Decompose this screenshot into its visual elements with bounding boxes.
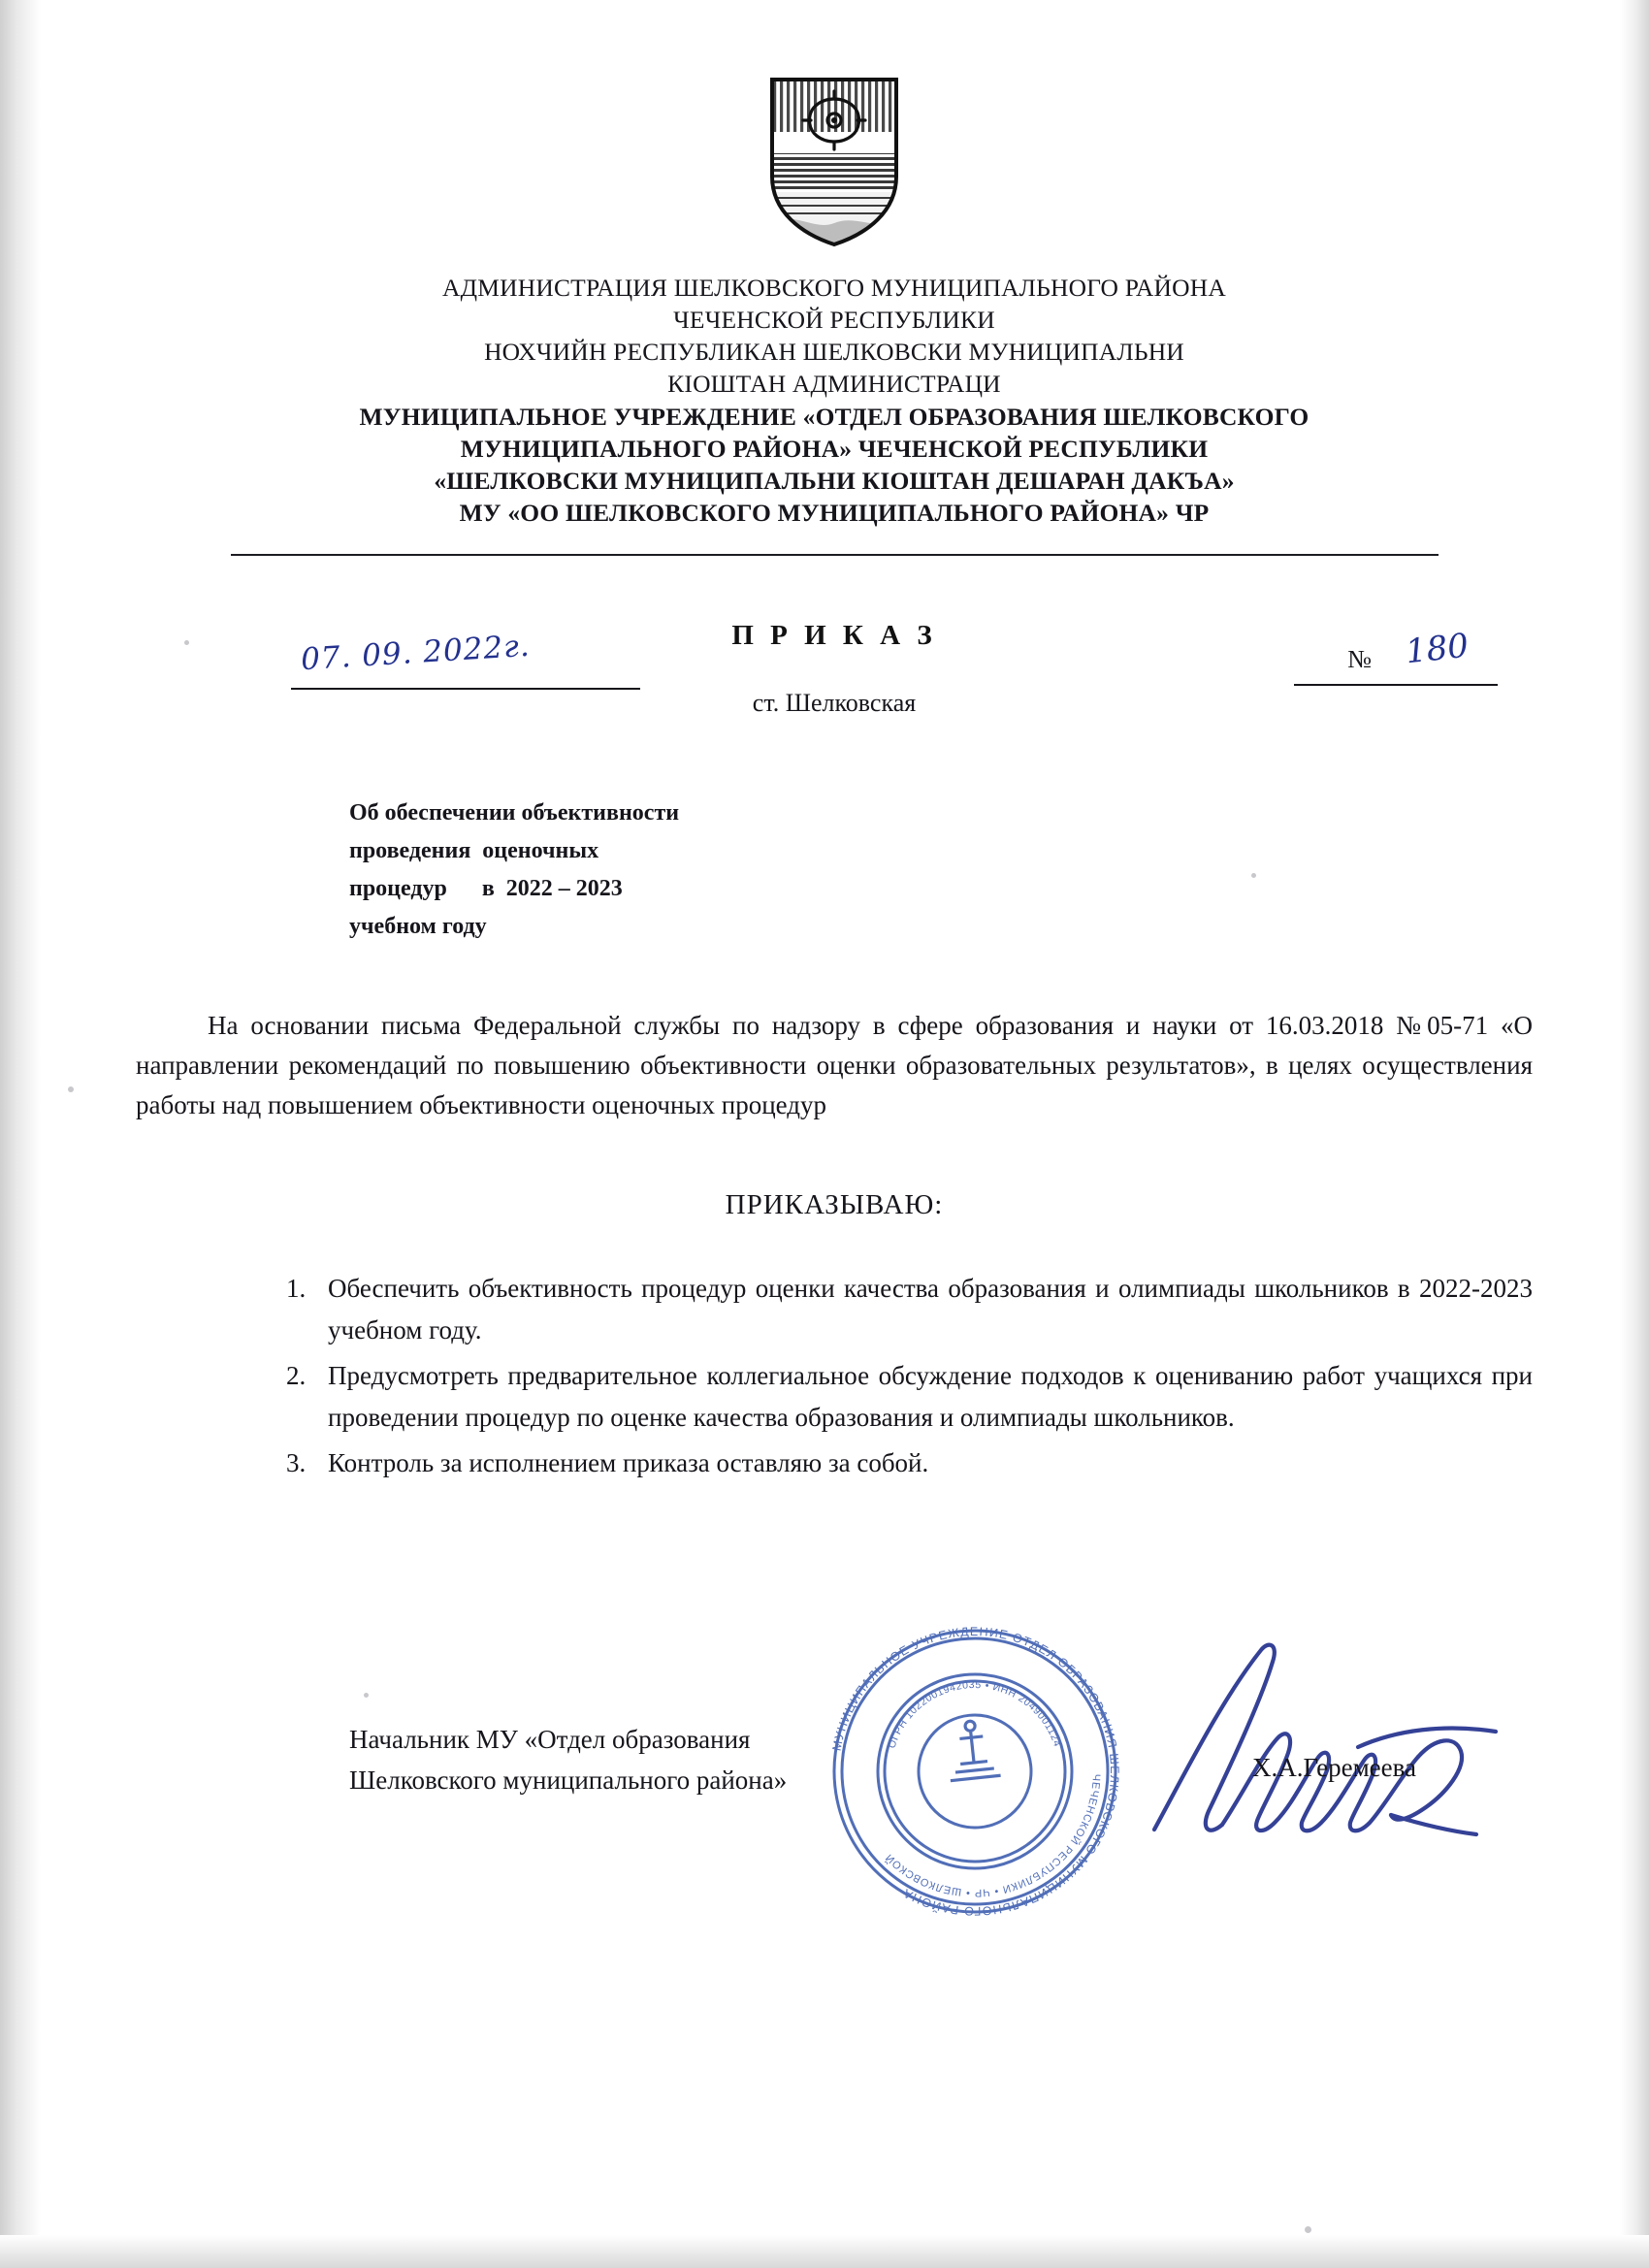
scan-speck [1305, 2226, 1311, 2233]
header-divider [231, 554, 1439, 556]
decree-word: ПРИКАЗЫВАЮ: [725, 1188, 944, 1220]
header-line: МУНИЦИПАЛЬНОЕ УЧРЕЖДЕНИЕ «ОТДЕЛ ОБРАЗОВАНИЯ ШЕЛКОВСКОГО [359, 402, 1310, 431]
coat-of-arms [136, 0, 1533, 248]
header-line: МУНИЦИПАЛЬНОГО РАЙОНА» ЧЕЧЕНСКОЙ РЕСПУБЛИКИ [460, 434, 1209, 463]
organization-header [136, 272, 1533, 556]
order-date-handwritten: 07. 09. 2022г. [300, 628, 532, 678]
coat-of-arms-icon [766, 76, 902, 248]
list-item: 3. Контроль за исполнением приказа оставляю за собой. [312, 1442, 1533, 1484]
svg-text:МУНИЦИПАЛЬНОЕ УЧРЕЖДЕНИЕ ОТДЕЛ: МУНИЦИПАЛЬНОЕ УЧРЕЖДЕНИЕ ОТДЕЛ ОБРАЗОВАНИЯ ШЕЛКОВСКОГО МУНИЦИПАЛЬНОГО РАЙОНА [829, 1624, 1122, 1918]
page-title: П Р И К А З [731, 620, 937, 652]
order-date-underline [291, 688, 640, 690]
order-subject [349, 794, 1533, 946]
list-item: 2. Предусмотреть предварительное коллегиальное обсуждение подходов к оцениванию работ учащихся при проведении процедур по оценке качества образования и олимпиады школьников. [312, 1355, 1533, 1439]
header-line: «ШЕЛКОВСКИ МУНИЦИПАЛЬНИ КIОШТАН ДЕШАРАН ДАКЪА» [434, 466, 1235, 495]
header-line: МУ «ОО ШЕЛКОВСКОГО МУНИЦИПАЛЬНОГО РАЙОНА» ЧР [459, 498, 1210, 527]
order-subject-line: проведения оценочных [349, 838, 599, 863]
signature-position-line2: Шелковского муниципального района» [349, 1765, 788, 1795]
header-line: НОХЧИЙН РЕСПУБЛИКАН ШЕЛКОВСКИ МУНИЦИПАЛЬНИ [484, 338, 1184, 367]
header-line: АДМИНИСТРАЦИЯ ШЕЛКОВСКОГО МУНИЦИПАЛЬНОГО РАЙОНА [442, 274, 1226, 302]
header-line: КIОШТАН АДМИНИСТРАЦИ [667, 370, 1001, 399]
list-item: 1. Обеспечить объективность процедур оценки качества образования и олимпиады школьников в 2022-2023 учебном году. [312, 1268, 1533, 1351]
header-line: ЧЕЧЕНСКОЙ РЕСПУБЛИКИ [673, 306, 995, 335]
signature-name: Х.А.Геремеева [1252, 1752, 1416, 1782]
scan-edge-bottom [0, 2235, 1649, 2268]
order-number-label: № [1347, 645, 1372, 674]
svg-text:ЧЕЧЕНСКОЙ РЕСПУБЛИКИ • ЧР • ШЕ: ЧЕЧЕНСКОЙ РЕСПУБЛИКИ • ЧР • ШЕЛКОВСКОЙ [883, 1773, 1103, 1898]
signature-position [349, 1720, 1086, 1801]
order-city: ст. Шелковская [752, 689, 917, 718]
order-number-underline [1294, 684, 1498, 686]
order-subject-line: учебном году [349, 913, 487, 939]
svg-text:ОГРН 1022001942035 • ИНН 20490: ОГРН 1022001942035 • ИНН 2049001124 [886, 1678, 1064, 1750]
order-items-list [136, 1268, 1533, 1485]
signature-position-line1: Начальник МУ «Отдел образования [349, 1724, 751, 1754]
handwritten-signature [1116, 1631, 1523, 1873]
order-preamble: На основании письма Федеральной службы по надзору в сфере образования и науки от 16.03.2018 №05-71 «О направлении рекомендаций по повышению объективности оценки образовательных результатов», в целях осуществления работы над повышением объективности оценочных процедур [136, 1010, 1533, 1119]
signature-block [136, 1624, 1533, 1918]
order-meta-row [136, 599, 1533, 744]
order-subject-line: процедур в 2022 – 2023 [349, 875, 623, 901]
order-subject-line: Об обеспечении объективности [349, 800, 680, 826]
order-number-handwritten: 180 [1404, 626, 1471, 672]
